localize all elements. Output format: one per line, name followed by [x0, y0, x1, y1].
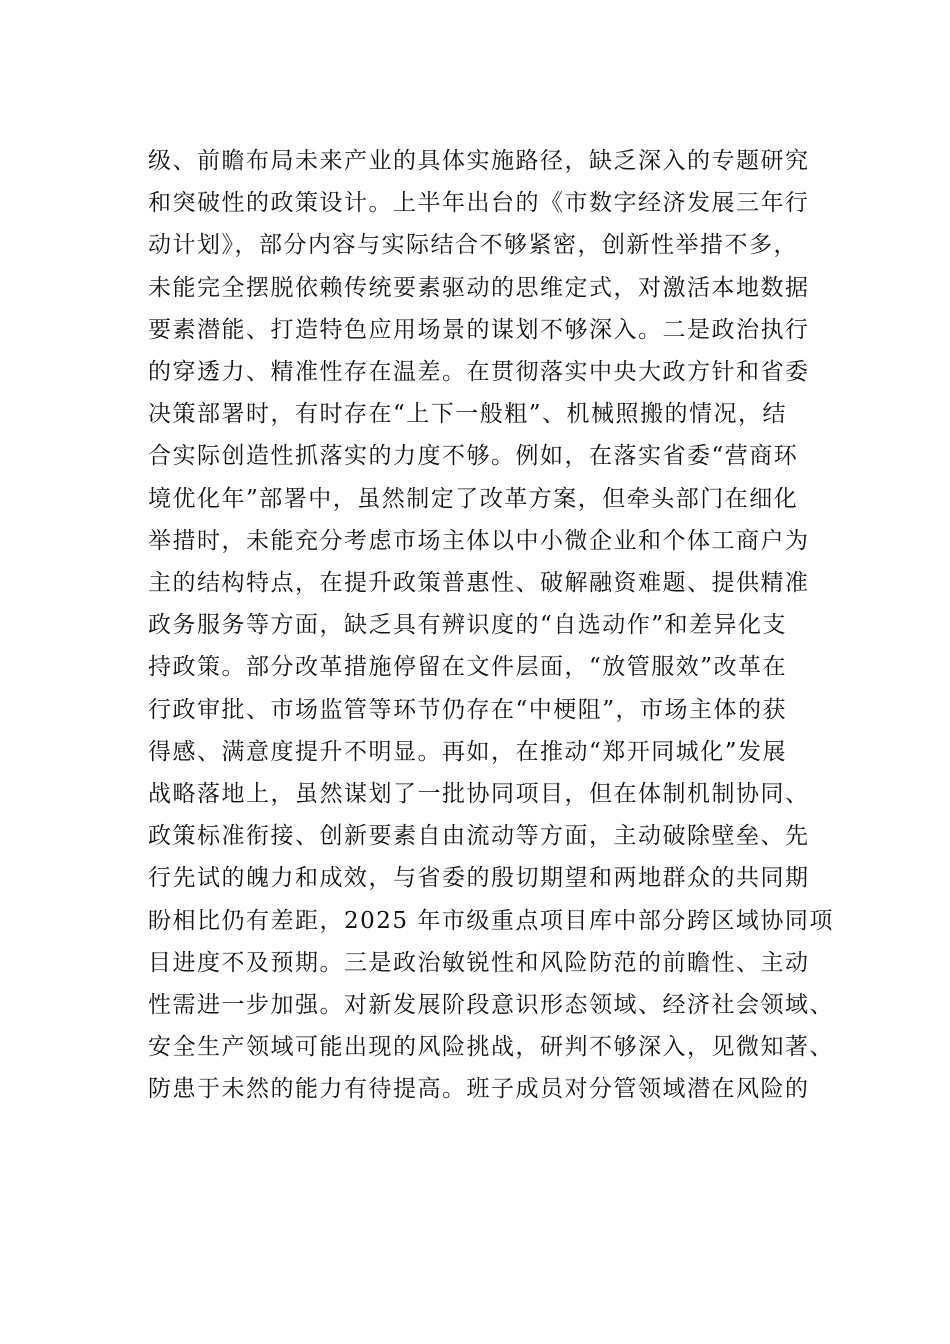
text-line: 政策标准衔接、创新要素自由流动等方面，主动破除壁垒、先 [148, 823, 810, 850]
text-line: 安全生产领域可能出现的风险挑战，研判不够深入，见微知著、 [148, 1034, 834, 1061]
text-line: 和突破性的政策设计。上半年出台的《市数字经济发展三年行 [148, 190, 810, 217]
text-line: 未能完全摆脱依赖传统要素驱动的思维定式，对激活本地数据 [148, 274, 810, 301]
text-line: 主的结构特点，在提升政策普惠性、破解融资难题、提供精准 [148, 570, 810, 597]
text-line: 的穿透力、精准性存在温差。在贯彻落实中央大政方针和省委 [148, 359, 810, 386]
text-line: 政务服务等方面，缺乏具有辨识度的“自选动作”和差异化支 [148, 612, 788, 639]
text-line: 行政审批、市场监管等环节仍存在“中梗阻”，市场主体的获 [148, 696, 788, 723]
text-line: 性需进一步加强。对新发展阶段意识形态领域、经济社会领域、 [148, 992, 834, 1019]
text-line: 盼相比仍有差距，2025 年市级重点项目库中部分跨区域协同项 [148, 907, 834, 934]
body-paragraph [148, 140, 848, 1111]
text-line: 防患于未然的能力有待提高。班子成员对分管领域潜在风险的 [148, 1076, 810, 1103]
text-line: 级、前瞻布局未来产业的具体实施路径，缺乏深入的专题研究 [148, 148, 810, 174]
text-line: 目进度不及预期。三是政治敏锐性和风险防范的前瞻性、主动 [148, 949, 810, 976]
text-line: 动计划》，部分内容与实际结合不够紧密，创新性举措不多， [148, 232, 798, 259]
text-line: 得感、满意度提升不明显。再如，在推动“郑开同城化”发展 [148, 738, 788, 765]
text-line: 战略落地上，虽然谋划了一批协同项目，但在体制机制协同、 [148, 781, 810, 808]
text-line: 要素潜能、打造特色应用场景的谋划不够深入。二是政治执行 [148, 316, 810, 343]
text-line: 合实际创造性抓落实的力度不够。例如，在落实省委“营商环 [148, 443, 799, 470]
text-line: 举措时，未能充分考虑市场主体以中小微企业和个体工商户为 [148, 527, 810, 554]
text-line: 境优化年”部署中，虽然制定了改革方案，但牵头部门在细化 [148, 485, 799, 512]
text-line: 决策部署时，有时存在“上下一般粗”、机械照搬的情况，结 [148, 401, 788, 428]
text-line: 持政策。部分改革措施停留在文件层面，“放管服效”改革在 [148, 654, 788, 681]
text-line: 行先试的魄力和成效，与省委的殷切期望和两地群众的共同期 [148, 865, 810, 892]
